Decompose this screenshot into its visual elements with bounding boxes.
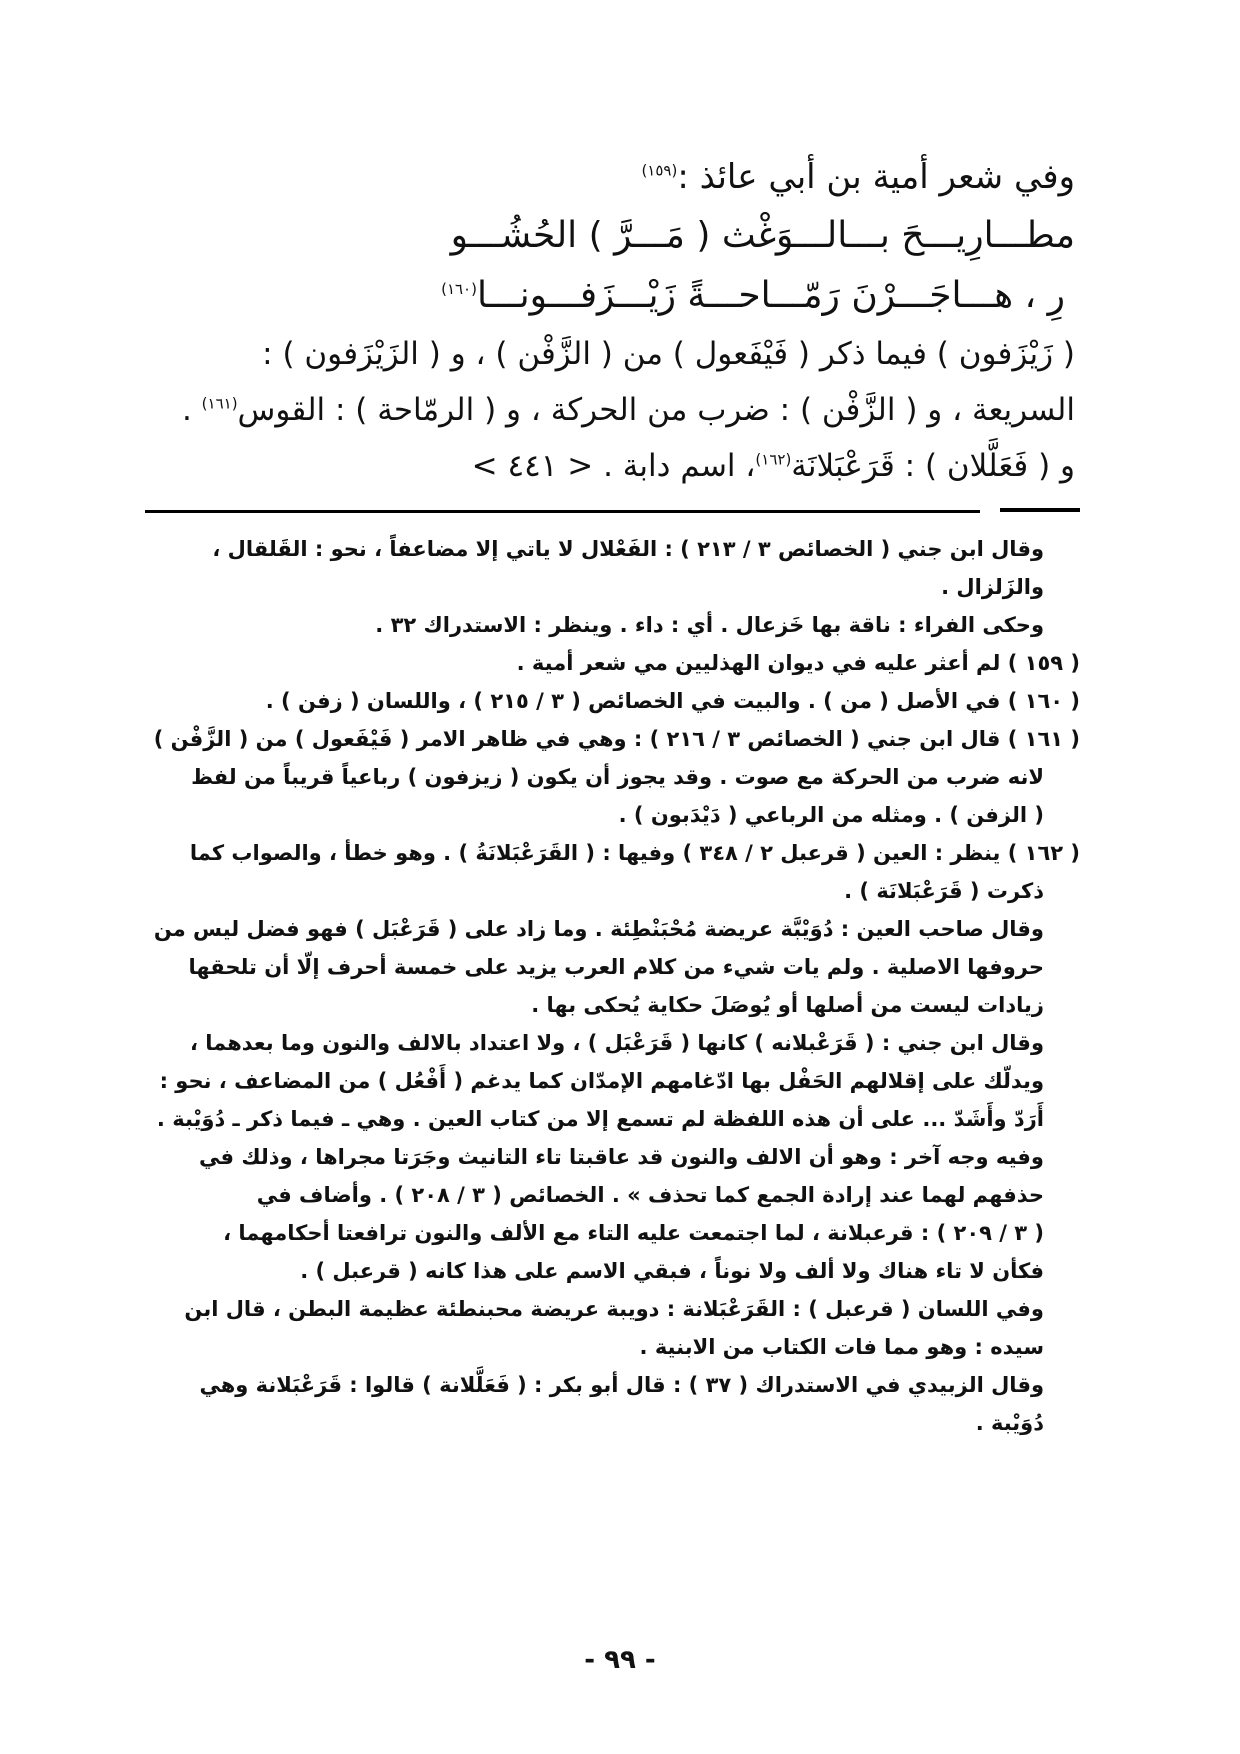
footnote-line: دُوَيْبة . [975, 1411, 1044, 1435]
verse-text: رِ ، هـــاجَـــرْنَ رَمّـــاحـــةً زَيْـــزَفـــونـــا [476, 275, 1065, 316]
main-line: ( زَيْزَفون ) فيما ذكر ( فَيْفَعول ) من ( الزَّفْن ) ، و ( الزَيْزَفون ) : [262, 336, 1075, 372]
verse-line [155, 266, 1075, 326]
main-line-text: وفي شعر أمية بن أبي عائذ : [677, 157, 1075, 197]
footnote-divider-thick [1000, 508, 1080, 512]
footnote-line: ( ١٥٩ ) لم أعثر عليه في ديوان الهذليين مي شعر أمية . [516, 651, 1080, 675]
footnote-line: وفي اللسان ( قرعبل ) : القَرَعْبَلانة : دويبة عريضة محبنطئة عظيمة البطن ، قال ابن [184, 1297, 1044, 1321]
footnote-line: وفيه وجه آخر : وهو أن الالف والنون قد عاقبتا تاء التانيث وجَرَتا مجراها ، وذلك في [199, 1145, 1044, 1169]
footnote-line: ( ١٦٠ ) في الأصل ( من ) . والبيت في الخصائص ( ٣ / ٢١٥ ) ، واللسان ( زفن ) . [265, 689, 1080, 713]
verse-line: مطـــارِيـــحَ بـــالـــوَغْث ( مَـــرَّ ) الحُشُـــو [450, 215, 1075, 256]
footnote-line: حروفها الاصلية . ولم يات شيء من كلام العرب يزيد على خمسة أحرف إلّا أن تلحقها [188, 955, 1044, 979]
footnote-line: والزَلزال . [941, 575, 1044, 599]
footnote-line: ذكرت ( قَرَعْبَلانَة ) . [844, 879, 1044, 903]
main-text [155, 148, 1075, 494]
footnote-line: وحكى الفراء : ناقة بها خَزعال . أي : داء . وينظر : الاستدراك ٣٢ . [375, 613, 1044, 637]
footnote-line: سيده : وهو مما فات الكتاب من الابنية . [639, 1335, 1044, 1359]
main-line-text: ، اسم دابة . < ٤٤١ > [471, 448, 756, 484]
main-line [155, 438, 1075, 494]
footnote-divider [145, 510, 980, 513]
main-line-text: . [181, 392, 202, 428]
footnote-line: وقال صاحب العين : دُوَيْبَّة عريضة مُحْبَنْطِئة . وما زاد على ( قَرَعْبَل ) فهو فضل ليس من [153, 917, 1044, 941]
footnote-ref: (١٥٩) [641, 161, 678, 180]
footnote-ref: (١٦٠) [441, 280, 477, 298]
footnote-line: ( ١٦٢ ) ينظر : العين ( قرعبل ٢ / ٣٤٨ ) وفيها : ( القَرَعْبَلانَةُ ) . وهو خطأ ، والصواب كما [189, 841, 1080, 865]
main-line-text: و ( فَعَلَّلان ) : قَرَعْبَلانَة [791, 448, 1075, 484]
footnote-line: وقال الزبيدي في الاستدراك ( ٣٧ ) : قال أبو بكر : ( فَعَلَّلانة ) قالوا : قَرَعْبَلانة وهي [199, 1373, 1044, 1397]
footnote-line: وقال ابن جني ( الخصائص ٣ / ٢١٣ ) : الفَعْلال لا ياتي إلا مضاعفاً ، نحو : القَلقال ، [212, 537, 1044, 561]
footnotes [140, 530, 1080, 1442]
footnote-line: زيادات ليست من أصلها أو يُوصَلَ حكاية يُحكى بها . [531, 993, 1044, 1017]
main-line [155, 382, 1075, 438]
footnote-ref: (١٦١) [201, 394, 238, 413]
footnote-ref: (١٦٢) [755, 450, 792, 469]
footnote-line: لانه ضرب من الحركة مع صوت . وقد يجوز أن يكون ( زيزفون ) رباعياً قريباً من لفظ [191, 765, 1044, 789]
footnote-line: أَرَدّ وأَشَدّ ... على أن هذه اللفظة لم تسمع إلا من كتاب العين . وهي ـ فيما ذكر ـ دُوَيْبة . [156, 1107, 1044, 1131]
footnote-line: حذفهم لهما عند إرادة الجمع كما تحذف » . الخصائص ( ٣ / ٢٠٨ ) . وأضاف في [256, 1183, 1044, 1207]
footnote-line: وقال ابن جني : ( قَرَعْبلانه ) كانها ( قَرَعْبَل ) ، ولا اعتداد بالالف والنون وما بعدهما ، [189, 1031, 1044, 1055]
footnote-line: ( الزفن ) . ومثله من الرباعي ( دَيْدَبون ) . [618, 803, 1044, 827]
main-line [155, 148, 1075, 206]
footnote-line: ويدلّك على إقلالهم الحَفْل بها ادّغامهم الإمدّان كما يدغم ( أَفْعُل ) من المضاعف ، نحو : [159, 1069, 1044, 1093]
page-number: - ٩٩ - [584, 1645, 656, 1675]
main-line-text: السريعة ، و ( الزَّفْن ) : ضرب من الحركة ، و ( الرمّاحة ) : القوس [237, 392, 1075, 428]
footnote-line: ( ١٦١ ) قال ابن جني ( الخصائص ٣ / ٢١٦ ) : وهي في ظاهر الامر ( فَيْفَعول ) من ( الزَّفْن ) [153, 727, 1080, 751]
footnote-line: ( ٣ / ٢٠٩ ) : قرعبلانة ، لما اجتمعت عليه التاء مع الألف والنون ترافعتا أحكامهما ، [223, 1221, 1044, 1245]
footnote-line: فكأن لا تاء هناك ولا ألف ولا نوناً ، فبقي الاسم على هذا كانه ( قرعبل ) . [300, 1259, 1044, 1283]
